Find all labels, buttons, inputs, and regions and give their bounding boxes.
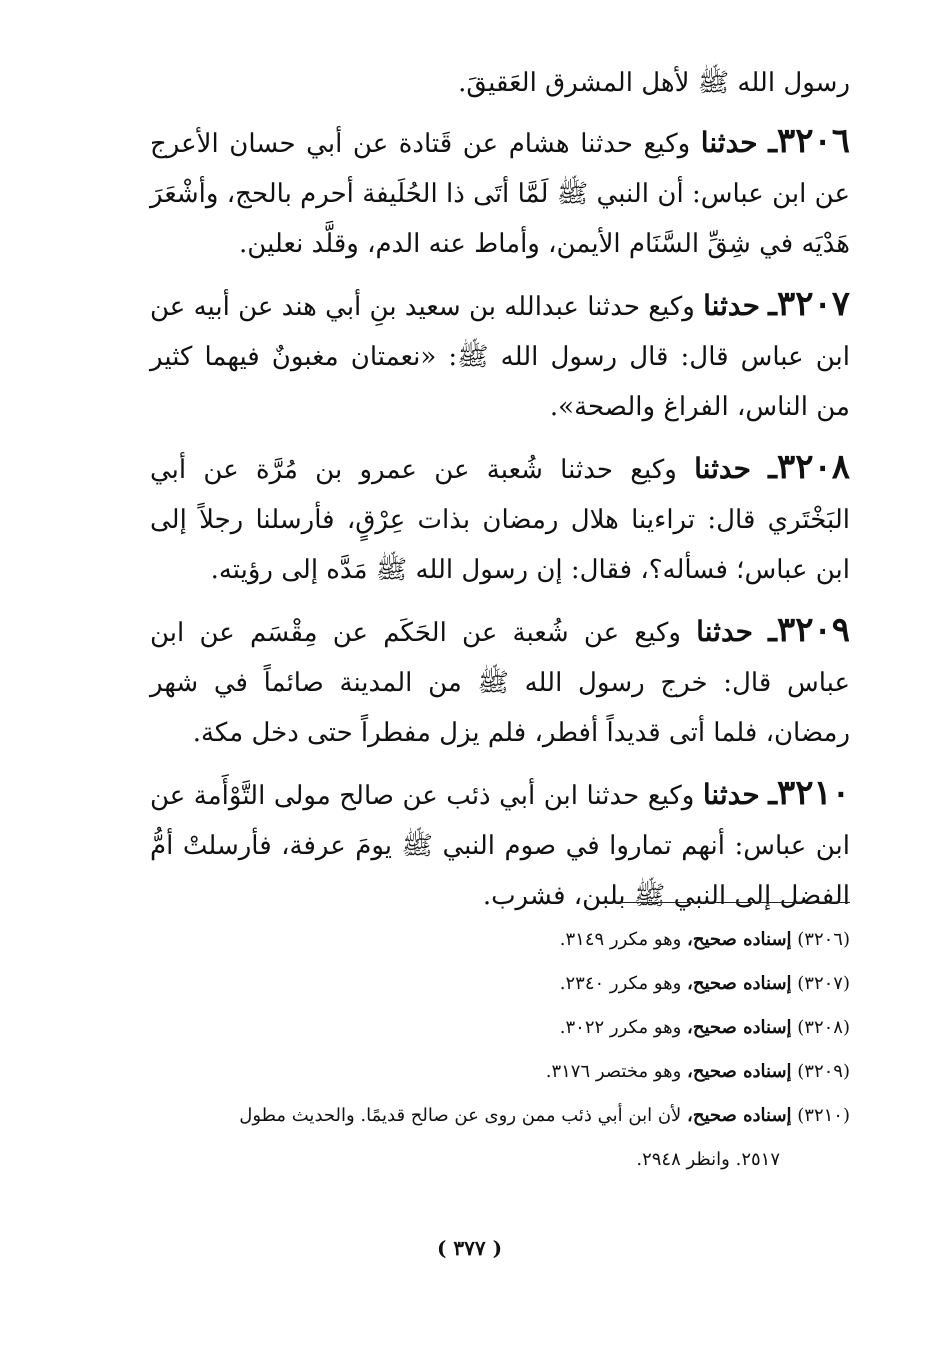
footnote-3210 [150, 1094, 850, 1138]
footnote-ref: (٣٢١٠) [797, 1105, 850, 1126]
top-line: رسول الله ﷺ لأهل المشرق العَقيقَ. [458, 68, 850, 98]
hadith-3207 [150, 279, 850, 432]
footnote-text: وهو مكرر ٢٣٤٠. [559, 973, 682, 994]
hadith-dash: ـ [768, 777, 777, 812]
footnote-grade: إسناده صحيح، [687, 1017, 792, 1038]
footnote-grade: إسناده صحيح، [687, 973, 792, 994]
hadith-3210 [150, 768, 850, 921]
footnote-text: وهو مكرر ٣٠٢٢. [559, 1017, 682, 1038]
footnote-3207 [150, 962, 850, 1006]
footnote-3209 [150, 1050, 850, 1094]
footnote-text: وهو مختصر ٣١٧٦. [545, 1061, 682, 1082]
main-text [150, 58, 850, 931]
footnote-ref: (٣٢٠٨) [797, 1017, 850, 1038]
hadith-number: ٣٢٠٩ [776, 610, 850, 650]
hadith-3206 [150, 116, 850, 269]
footnote-grade: إسناده صحيح، [687, 929, 792, 950]
hadith-number: ٣٢١٠ [776, 773, 851, 813]
hadith-head: حدثنا [702, 778, 760, 811]
footnote-ref: (٣٢٠٧) [797, 973, 850, 994]
hadith-number: ٣٢٠٦ [776, 121, 851, 161]
hadith-head: حدثنا [694, 452, 751, 485]
hadith-text: وكيع عن شُعبة عن الحَكَم عن مِقْسَم عن ابن عباس قال: خرج رسول الله ﷺ من المدينة صائماً في شهر رمضان، فلما أتى قديداً أفطر، فلم يزل مفطراً حتى دخل مكة. [150, 618, 850, 748]
hadith-dash: ـ [768, 288, 777, 323]
hadith-head: حدثنا [696, 615, 753, 648]
footnote-3208 [150, 1006, 850, 1050]
hadith-3208 [150, 442, 850, 595]
hadith-text: وكيع حدثنا هشام عن قَتادة عن أبي حسان الأعرج عن ابن عباس: أن النبي ﷺ لَمَّا أتَى ذا الحُلَيفة أحرم بالحج، وأشْعَرَ هَدْيَه في شِقِّ السَّنَام الأيمن، وأماط عنه الدم، وقلَّد نعلين. [150, 129, 850, 259]
hadith-head: حدثنا [700, 126, 758, 159]
hadith-head: حدثنا [703, 289, 760, 322]
page-number: ( ٣٧٧ ) [436, 1236, 503, 1260]
footnote-3206 [150, 918, 850, 962]
footnote-3210-continuation: ٢٥١٧. وانظر ٢٩٤٨. [636, 1149, 780, 1170]
footnote-text: وهو مكرر ٣١٤٩. [559, 929, 682, 950]
hadith-number: ٣٢٠٧ [776, 284, 851, 324]
footnote-text: لأن ابن أبي ذئب ممن روى عن صالح قديمًا. والحديث مطول [239, 1105, 682, 1126]
hadith-number: ٣٢٠٨ [776, 447, 850, 487]
footnote-ref: (٣٢٠٦) [797, 929, 850, 950]
footnote-ref: (٣٢٠٩) [797, 1061, 850, 1082]
footnote-grade: إسناده صحيح، [687, 1105, 792, 1126]
footnote-divider [610, 902, 850, 903]
hadith-text: وكيع حدثنا عبدالله بن سعيد بنِ أبي هند عن أبيه عن ابن عباس قال: قال رسول الله ﷺ: «نعمتان مغبونٌ فيهما كثير من الناس، الفراغ والصحة». [150, 292, 850, 422]
hadith-3209 [150, 605, 850, 758]
hadith-text: وكيع حدثنا ابن أبي ذئب عن صالح مولى التَّوْأَمة عن ابن عباس: أنهم تماروا في صوم النبي ﷺ يومَ عرفة، فأرسلتْ أمُّ الفضل إلى النبي ﷺ بلبن، فشرب. [150, 781, 850, 911]
hadith-text: وكيع حدثنا شُعبة عن عمرو بن مُرَّة عن أبي البَخْتَري قال: تراءينا هلال رمضان بذات عِرْقٍ، فأرسلنا رجلاً إلى ابن عباس؛ فسأله؟، فقال: إن رسول الله ﷺ مَدَّه إلى رؤيته. [150, 455, 850, 585]
hadith-dash: ـ [768, 614, 777, 649]
hadith-dash: ـ [768, 125, 777, 160]
footnotes [150, 918, 850, 1182]
hadith-dash: ـ [768, 451, 777, 486]
footnote-grade: إسناده صحيح، [687, 1061, 792, 1082]
